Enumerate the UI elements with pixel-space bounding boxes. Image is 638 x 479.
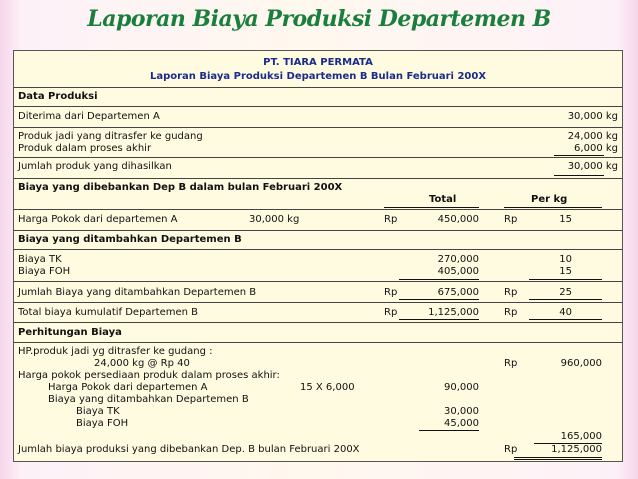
divider xyxy=(14,157,622,158)
divider xyxy=(14,342,622,343)
rp-label: Rp xyxy=(384,214,398,225)
perhitungan-line-4-calc: 15 X 6,000 xyxy=(300,382,355,393)
perhitungan-line-2-value: 960,000 xyxy=(560,358,602,369)
hp-total: 450,000 xyxy=(437,214,479,225)
divider xyxy=(14,106,622,107)
perhitungan-line-7-value: 45,000 xyxy=(444,418,479,429)
rp-label: Rp xyxy=(504,444,518,455)
perhitungan-line-6: Biaya TK xyxy=(76,406,120,417)
rp-label: Rp xyxy=(384,287,398,298)
divider xyxy=(14,249,622,250)
section-heading-biaya-ditambahkan: Biaya yang ditambahkan Departemen B xyxy=(18,234,242,245)
hp-quantity: 30,000 kg xyxy=(249,214,300,225)
jumlah-ditambahkan-total: 675,000 xyxy=(437,287,479,298)
diterima-value: 30,000 kg xyxy=(567,111,618,122)
rp-label: Rp xyxy=(504,307,518,318)
diterima-label: Diterima dari Departemen A xyxy=(18,111,160,122)
perhitungan-line-6-value: 30,000 xyxy=(444,406,479,417)
hp-per-kg: 15 xyxy=(559,214,572,225)
section-heading-biaya-dibebankan: Biaya yang dibebankan Dep B dalam bulan Februari 200X xyxy=(18,182,343,193)
slide-title: Laporan Biaya Produksi Departemen B xyxy=(87,6,551,32)
biaya-tk-total: 270,000 xyxy=(437,254,479,265)
divider xyxy=(14,87,622,88)
double-underline xyxy=(514,457,602,458)
divider xyxy=(14,230,622,231)
perhitungan-line-4: Harga Pokok dari departemen A xyxy=(48,382,208,393)
perhitungan-line-5: Biaya yang ditambahkan Departemen B xyxy=(48,394,249,405)
rp-label: Rp xyxy=(504,287,518,298)
underline xyxy=(399,299,479,300)
kumulatif-total: 1,125,000 xyxy=(428,307,479,318)
biaya-foh-label: Biaya FOH xyxy=(18,266,71,277)
divider xyxy=(14,178,622,179)
underline xyxy=(554,155,604,156)
final-value: 1,125,000 xyxy=(551,444,602,455)
perhitungan-subtotal: 165,000 xyxy=(560,431,602,442)
underline xyxy=(419,430,479,431)
proses-label: Produk dalam proses akhir xyxy=(18,143,152,154)
jumlah-produk-label: Jumlah produk yang dihasilkan xyxy=(18,161,172,172)
underline xyxy=(554,175,604,176)
perhitungan-line-2: 24,000 kg @ Rp 40 xyxy=(94,358,190,369)
report-title: Laporan Biaya Produksi Departemen B Bulan Februari 200X xyxy=(149,71,487,82)
jumlah-produk-value: 30,000 kg xyxy=(567,161,618,172)
perhitungan-line-7: Biaya FOH xyxy=(76,418,129,429)
underline xyxy=(504,207,602,208)
underline xyxy=(529,319,602,320)
jumlah-ditambahkan-per-kg: 25 xyxy=(559,287,572,298)
divider xyxy=(14,209,622,210)
proses-value: 6,000 kg xyxy=(574,143,618,154)
underline xyxy=(529,299,602,300)
perhitungan-line-1: HP.produk jadi yg ditrasfer ke gudang : xyxy=(18,346,213,357)
transfer-label: Produk jadi yang ditrasfer ke gudang xyxy=(18,131,203,142)
section-heading-perhitungan: Perhitungan Biaya xyxy=(18,327,122,338)
underline xyxy=(384,207,479,208)
biaya-foh-total: 405,000 xyxy=(437,266,479,277)
section-heading-data-produksi: Data Produksi xyxy=(18,91,98,102)
biaya-tk-per-kg: 10 xyxy=(559,254,572,265)
underline xyxy=(399,279,479,280)
transfer-value: 24,000 kg xyxy=(567,131,618,142)
kumulatif-per-kg: 40 xyxy=(559,307,572,318)
jumlah-ditambahkan-label: Jumlah Biaya yang ditambahkan Departemen B xyxy=(18,287,257,298)
biaya-foh-per-kg: 15 xyxy=(559,266,572,277)
divider xyxy=(14,281,622,282)
divider xyxy=(14,127,622,128)
rp-label: Rp xyxy=(384,307,398,318)
final-label: Jumlah biaya produksi yang dibebankan Dep. B bulan Februari 200X xyxy=(18,444,360,455)
divider xyxy=(14,302,622,303)
double-underline xyxy=(514,459,602,460)
perhitungan-line-3: Harga pokok persediaan produk dalam proses akhir: xyxy=(18,370,280,381)
perhitungan-line-4-value: 90,000 xyxy=(444,382,479,393)
company-name: PT. TIARA PERMATA xyxy=(263,57,373,68)
underline xyxy=(399,319,479,320)
divider xyxy=(14,322,622,323)
rp-label: Rp xyxy=(504,214,518,225)
hp-label: Harga Pokok dari departemen A xyxy=(18,214,178,225)
column-header-per-kg: Per kg xyxy=(531,194,568,205)
rp-label: Rp xyxy=(504,358,518,369)
kumulatif-label: Total biaya kumulatif Departemen B xyxy=(18,307,198,318)
biaya-tk-label: Biaya TK xyxy=(18,254,62,265)
underline xyxy=(529,279,602,280)
column-header-total: Total xyxy=(429,194,457,205)
cost-report-document xyxy=(13,50,623,462)
